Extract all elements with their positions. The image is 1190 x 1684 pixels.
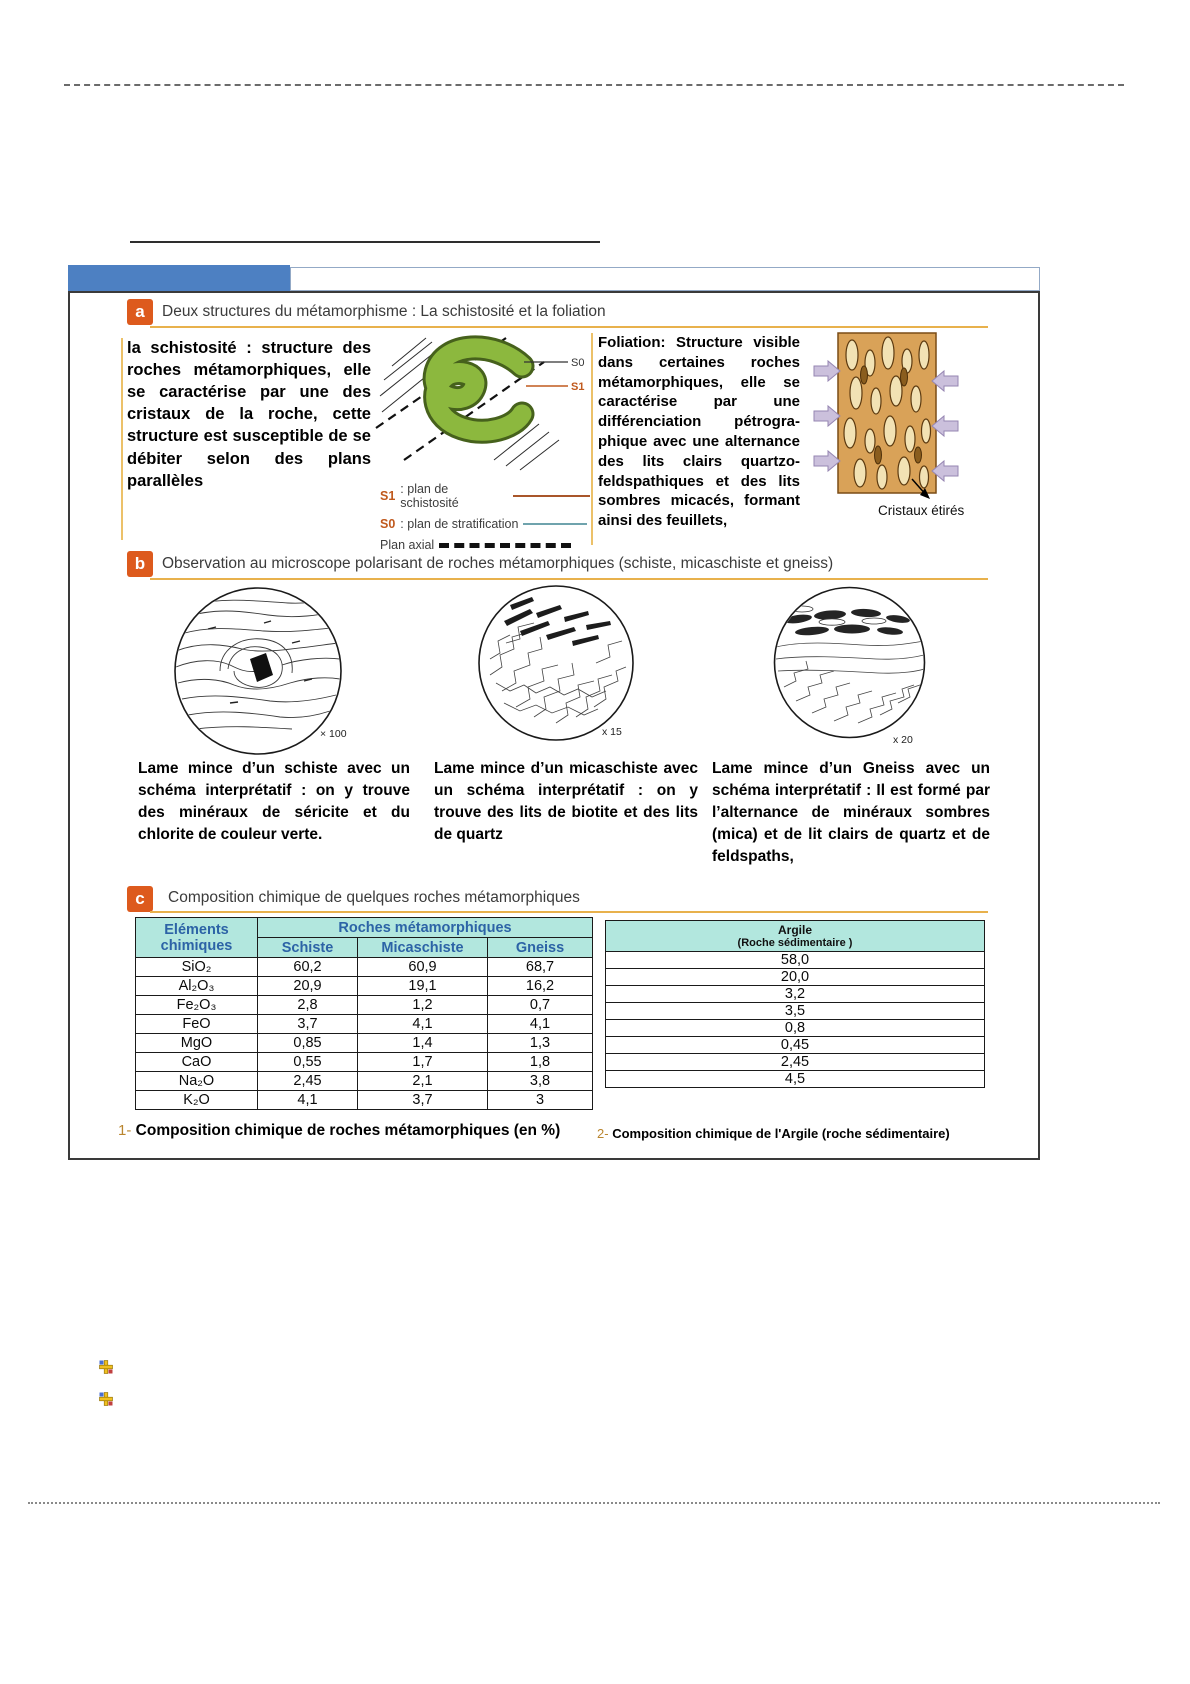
- small-table-icon-1: [99, 1360, 113, 1379]
- title-underline: [130, 241, 600, 243]
- argile-header-line1: Argile: [777, 923, 812, 937]
- value-cell: 3,8: [488, 1072, 593, 1091]
- value-cell: 68,7: [488, 958, 593, 977]
- value-cell: 1,8: [488, 1053, 593, 1072]
- bottom-dotted-divider: [28, 1502, 1160, 1504]
- table-row: [606, 1037, 985, 1054]
- micaschiste-micrograph: [476, 583, 636, 748]
- gneiss-magnification: x 20: [893, 734, 913, 746]
- value-cell: 1,2: [358, 996, 488, 1015]
- value-cell: 16,2: [488, 977, 593, 996]
- value-cell: 58,0: [606, 952, 985, 969]
- header-outline-strip: [290, 267, 1040, 291]
- value-cell: 0,8: [606, 1020, 985, 1037]
- section-c-badge: c: [127, 886, 153, 912]
- value-cell: 0,55: [258, 1053, 358, 1072]
- section-c-title: Composition chimique de quelques roches métamorphiques: [168, 889, 580, 906]
- table-row: [136, 958, 593, 977]
- elements-header-cell: Eléments chimiques: [136, 918, 258, 958]
- legend-s1-text: : plan de schistosité: [400, 482, 459, 510]
- section-c-rule: [150, 911, 988, 913]
- table-row: [606, 1071, 985, 1088]
- element-cell: SiO₂: [136, 958, 258, 977]
- stretched-crystals-caption: Cristaux étirés: [878, 503, 965, 518]
- micaschiste-caption: Lame mince d’un micaschiste avec un schéma interprétatif : on y trouve des lits de biotite et des lits de quartz: [434, 760, 698, 843]
- element-cell: Na₂O: [136, 1072, 258, 1091]
- schiste-micrograph: [172, 585, 344, 762]
- table-row: [606, 1054, 985, 1071]
- fold-diagram: [374, 332, 589, 487]
- table-row: [606, 1020, 985, 1037]
- micaschiste-magnification: x 15: [602, 726, 622, 738]
- element-cell: Fe₂O₃: [136, 996, 258, 1015]
- value-cell: 4,1: [358, 1015, 488, 1034]
- legend-s0-text: : plan de stratification: [400, 517, 519, 531]
- value-cell: 1,4: [358, 1034, 488, 1053]
- legend-s1-key: S1: [380, 489, 396, 503]
- schistosite-definition-text: la schistosité : structure des roches métamorphiques, elle se caractérise par une des cristaux de la roche, cette structure est susceptible de se débiter selon des plans parallèles: [127, 339, 371, 490]
- value-cell: 0,7: [488, 996, 593, 1015]
- metamorphic-composition-table: [135, 917, 593, 1110]
- value-cell: 19,1: [358, 977, 488, 996]
- table2-caption-text: Composition chimique de l'Argile (roche sédimentaire): [612, 1126, 950, 1141]
- value-cell: 3,7: [358, 1091, 488, 1110]
- value-cell: 2,45: [258, 1072, 358, 1091]
- section-a-badge: a: [127, 299, 153, 325]
- section-a-mid-divider: [591, 333, 593, 545]
- value-cell: 60,2: [258, 958, 358, 977]
- schiste-caption: Lame mince d’un schiste avec un schéma interprétatif : on y trouve des minéraux de séricite et du chlorite de couleur verte.: [138, 760, 410, 843]
- legend-s1-row: [380, 482, 590, 510]
- value-cell: 20,9: [258, 977, 358, 996]
- col-header-gneiss: Gneiss: [488, 938, 593, 958]
- col-header-micaschiste: Micaschiste: [358, 938, 488, 958]
- section-b-badge: b: [127, 551, 153, 577]
- table2-caption-number: 2-: [597, 1126, 609, 1141]
- gneiss-micrograph: [772, 585, 927, 745]
- element-cell: CaO: [136, 1053, 258, 1072]
- top-dashed-divider: [64, 84, 1124, 86]
- argile-header-cell: [606, 921, 985, 952]
- value-cell: 3,2: [606, 986, 985, 1003]
- s1-diagram-label: S1: [571, 381, 585, 393]
- table-row: [136, 977, 593, 996]
- argile-header-line2: (Roche sédimentaire ): [737, 937, 853, 949]
- blue-header-bar: [68, 265, 290, 291]
- table-row: [606, 986, 985, 1003]
- section-a-left-divider: [121, 338, 123, 540]
- element-cell: K₂O: [136, 1091, 258, 1110]
- value-cell: 20,0: [606, 969, 985, 986]
- foliation-definition-text: Foliation: Structure visible dans certaines roches métamorphiques, elle se caractérise par une différenciation pétrogra-phique avec une alternance des lits clairs quartzo-feldspathiques et des lits sombres micacés, formant ainsi des feuillets,: [598, 334, 800, 530]
- value-cell: 4,5: [606, 1071, 985, 1088]
- value-cell: 1,3: [488, 1034, 593, 1053]
- argile-composition-table: [605, 920, 985, 1088]
- legend-axial-line: [439, 543, 571, 548]
- value-cell: 3,5: [606, 1003, 985, 1020]
- table-row: [136, 996, 593, 1015]
- schiste-magnification: × 100: [320, 728, 347, 740]
- legend-s0-row: [380, 517, 590, 531]
- table-row: [136, 1072, 593, 1091]
- table-row: [606, 969, 985, 986]
- fold-legend: [380, 482, 590, 559]
- table-row: [136, 1034, 593, 1053]
- value-cell: 4,1: [258, 1091, 358, 1110]
- table1-caption: [118, 1122, 560, 1140]
- table-row: [136, 1015, 593, 1034]
- legend-s1-line: [513, 495, 590, 497]
- schistosity-fold-illustration: [374, 332, 589, 482]
- table-row: [606, 1003, 985, 1020]
- value-cell: 3,7: [258, 1015, 358, 1034]
- table-row: [606, 952, 985, 969]
- small-table-icon-2: [99, 1392, 113, 1411]
- value-cell: 3: [488, 1091, 593, 1110]
- stretched-crystals-image: [812, 331, 960, 503]
- element-cell: FeO: [136, 1015, 258, 1034]
- legend-s0-key: S0: [380, 517, 396, 531]
- group-header-cell: Roches métamorphiques: [258, 918, 593, 938]
- value-cell: 0,85: [258, 1034, 358, 1053]
- value-cell: 0,45: [606, 1037, 985, 1054]
- section-a-rule: [150, 326, 988, 328]
- table1-caption-text: Composition chimique de roches métamorphiques (en %): [135, 1122, 561, 1139]
- value-cell: 1,7: [358, 1053, 488, 1072]
- value-cell: 2,8: [258, 996, 358, 1015]
- element-cell: MgO: [136, 1034, 258, 1053]
- section-b-title: Observation au microscope polarisant de roches métamorphiques (schiste, micaschiste et gneiss): [162, 555, 834, 572]
- col-header-schiste: Schiste: [258, 938, 358, 958]
- table-row: [136, 1053, 593, 1072]
- table2-caption: [597, 1126, 950, 1141]
- section-a-title: Deux structures du métamorphisme : La schistosité et la foliation: [162, 303, 606, 320]
- value-cell: 2,1: [358, 1072, 488, 1091]
- element-cell: Al₂O₃: [136, 977, 258, 996]
- gneiss-caption: Lame mince d’un Gneiss avec un schéma interprétatif : Il est formé par l’alternance de minéraux sombres (mica) et de lit clairs de quartz et de feldspaths,: [712, 760, 990, 865]
- value-cell: 60,9: [358, 958, 488, 977]
- table1-caption-number: 1-: [118, 1122, 132, 1139]
- legend-axial-text: Plan axial: [380, 538, 435, 552]
- foliation-photo: [812, 331, 960, 508]
- legend-axial-row: [380, 538, 590, 552]
- value-cell: 4,1: [488, 1015, 593, 1034]
- s0-diagram-label: S0: [571, 357, 585, 369]
- value-cell: 2,45: [606, 1054, 985, 1071]
- table-row: [136, 1091, 593, 1110]
- legend-s0-line: [523, 523, 587, 525]
- section-b-rule: [150, 578, 988, 580]
